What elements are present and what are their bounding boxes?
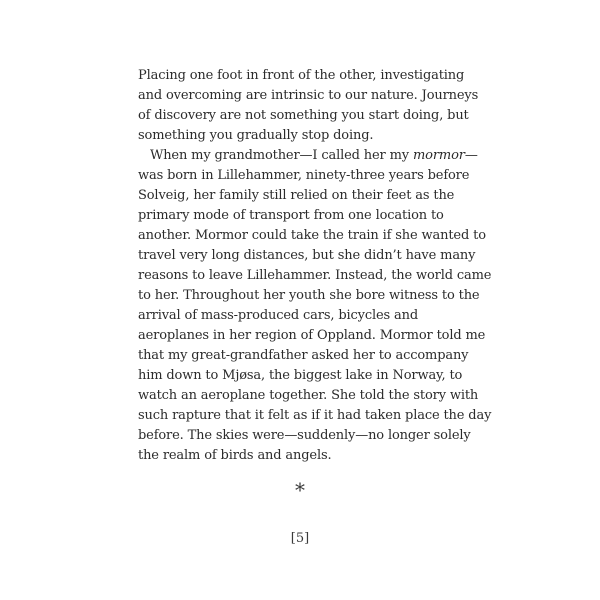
- text-line: something you gradually stop doing.: [138, 128, 374, 143]
- text-line: and overcoming are intrinsic to our nature. Journeys: [138, 88, 479, 103]
- text-line: such rapture that it felt as if it had taken place the day: [138, 408, 492, 423]
- text-line: watch an aeroplane together. She told the story with: [138, 388, 479, 403]
- paragraph-1: [138, 66, 479, 146]
- text-line: before. The skies were—suddenly—no longer solely: [138, 428, 471, 443]
- text-line: arrival of mass-produced cars, bicycles and: [138, 308, 419, 323]
- text-line: that my great-grandfather asked her to accompany: [138, 348, 469, 363]
- text-line: him down to Mjøsa, the biggest lake in Norway, to: [138, 368, 463, 383]
- body-text: [138, 66, 492, 466]
- text-line: to her. Throughout her youth she bore witness to the: [138, 288, 480, 303]
- text-line: travel very long distances, but she didn’t have many: [138, 248, 476, 263]
- text-line: was born in Lillehammer, ninety-three years before: [138, 168, 470, 183]
- text-line: of discovery are not something you start doing, but: [138, 108, 469, 123]
- text-line: the realm of birds and angels.: [138, 448, 332, 463]
- text-line: aeroplanes in her region of Oppland. Mormor told me: [138, 328, 486, 343]
- text-line-first: [138, 146, 478, 166]
- text-line: primary mode of transport from one location to: [138, 208, 444, 223]
- italic-term: mormor: [412, 148, 465, 163]
- page-number: [5]: [290, 531, 310, 546]
- text-line: Placing one foot in front of the other, investigating: [138, 68, 465, 83]
- text-segment: —: [464, 148, 478, 163]
- paragraph-2: [138, 146, 492, 466]
- text-line: another. Mormor could take the train if she wanted to: [138, 228, 486, 243]
- section-break-asterisk: *: [295, 478, 305, 502]
- text-segment: When my grandmother—I called her my: [150, 148, 413, 163]
- text-line: Solveig, her family still relied on their feet as the: [138, 188, 455, 203]
- text-line: reasons to leave Lillehammer. Instead, the world came: [138, 268, 492, 283]
